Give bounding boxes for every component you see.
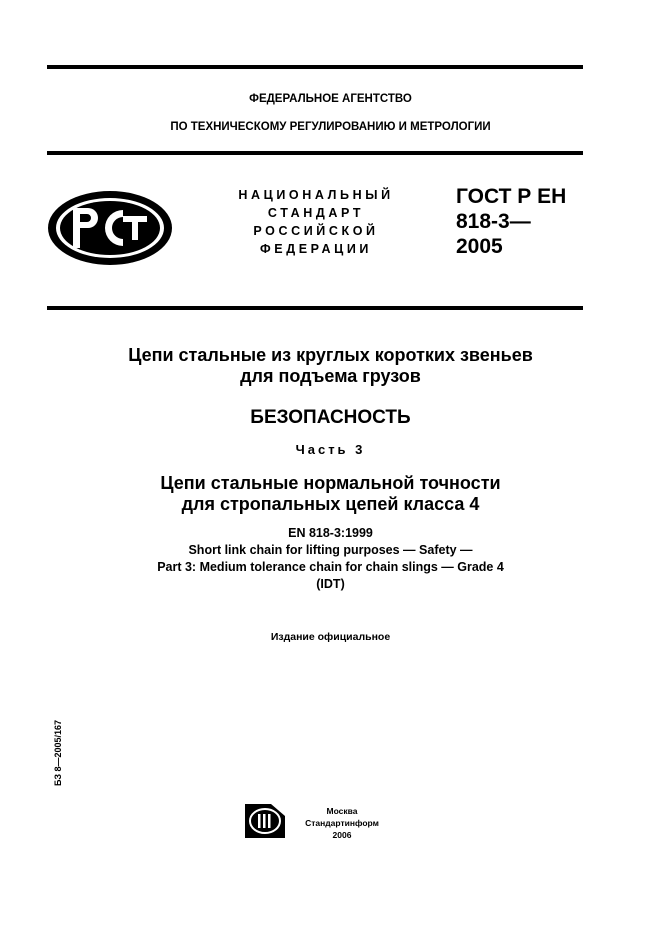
part-label: Часть 3: [295, 442, 366, 457]
gost-line-3: 2005: [456, 235, 503, 258]
top-rule: [47, 65, 583, 69]
rst-logo: [45, 188, 175, 268]
publisher-name: Стандартинформ: [305, 818, 379, 828]
standartinform-logo: [245, 804, 285, 838]
agency-line-2: ПО ТЕХНИЧЕСКОМУ РЕГУЛИРОВАНИЮ И МЕТРОЛОГИИ: [170, 121, 491, 133]
gost-line-2: 818-3—: [456, 210, 531, 233]
national-line-2: СТАНДАРТ: [267, 206, 365, 220]
subtitle-line-2: для стропальных цепей класса 4: [181, 494, 480, 514]
english-line-3: (IDT): [316, 577, 345, 591]
agency-line-1: ФЕДЕРАЛЬНОЕ АГЕНТСТВО: [249, 93, 412, 105]
standard-rule: [47, 306, 583, 310]
official-edition: Издание официальное: [270, 631, 391, 643]
publisher-year: 2006: [332, 830, 352, 840]
header-rule: [47, 151, 583, 155]
national-standard-label: [222, 186, 410, 258]
title-line-1: Цепи стальные из круглых коротких звеньев: [128, 345, 533, 365]
gost-line-1: ГОСТ Р ЕН: [456, 185, 567, 208]
gost-number: [456, 184, 566, 259]
publisher-info: [297, 805, 387, 841]
english-line-2: Part 3: Medium tolerance chain for chain slings — Grade 4: [157, 560, 504, 574]
title-line-2: для подъема грузов: [240, 366, 421, 386]
national-line-3: РОССИЙСКОЙ: [253, 224, 379, 238]
english-ref: EN 818-3:1999: [288, 526, 373, 540]
national-line-4: ФЕДЕРАЦИИ: [259, 242, 372, 256]
national-line-1: НАЦИОНАЛЬНЫЙ: [238, 188, 394, 202]
english-line-1: Short link chain for lifting purposes — Safety —: [188, 543, 473, 557]
subtitle-line-1: Цепи стальные нормальной точности: [160, 473, 501, 493]
side-code: БЗ 8—2005/167: [53, 719, 63, 786]
safety-heading: БЕЗОПАСНОСТЬ: [250, 407, 411, 428]
publisher-city: Москва: [326, 806, 358, 816]
